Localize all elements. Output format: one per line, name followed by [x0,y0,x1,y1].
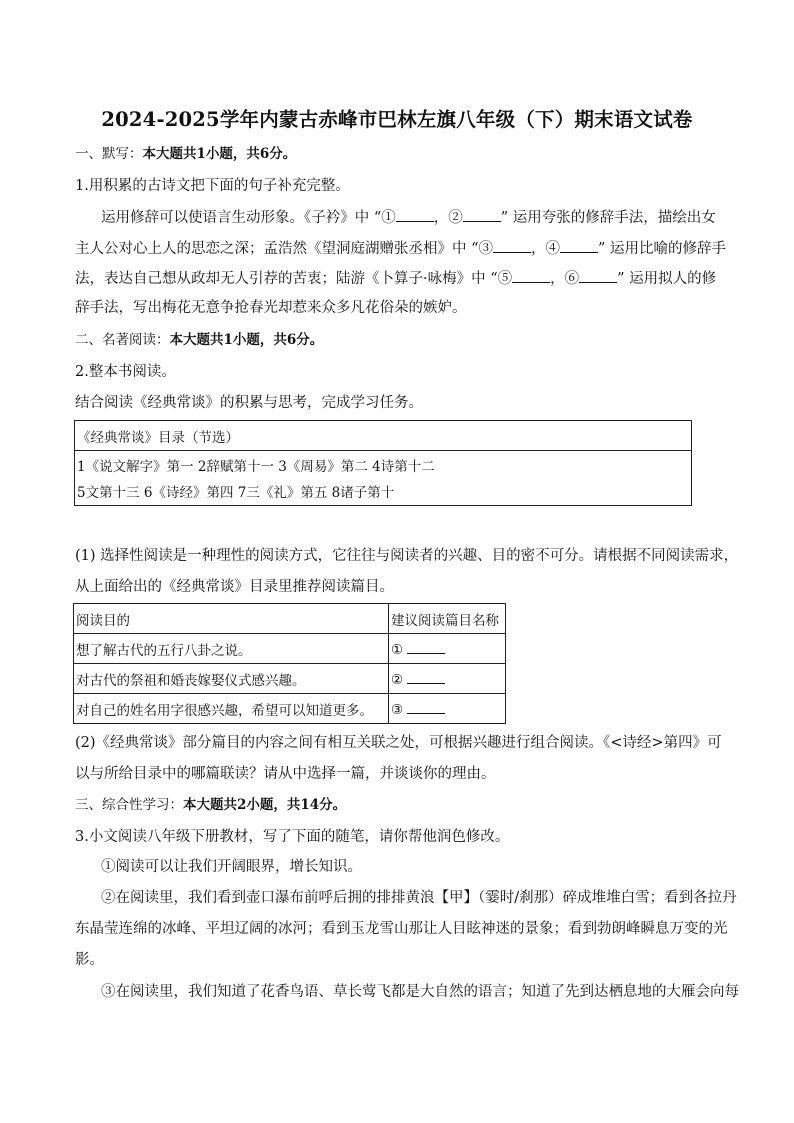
table-cell: 想了解古代的五行八卦之说。 [74,634,389,664]
answer-blank-5[interactable] [512,268,550,283]
answer-cell-3[interactable] [389,694,506,724]
table-header-cell: 建议阅读篇目名称 [389,604,506,634]
section-2-desc: 本大题共1小题，共6分。 [169,332,324,348]
q1-text: 运用修辞可以使语言生动形象。《子衿》中 “① [101,210,396,226]
answer-blank-2[interactable] [463,207,501,222]
q2-sub1-line-2: 从上面给出的《经典常谈》目录里推荐阅读篇目。 [75,579,394,595]
answer-marker: ② [391,672,404,688]
answer-blank-3[interactable] [493,238,531,253]
contents-row-1: 1《说文解字》第一 2辞赋第十一 3《周易》第二 4诗第十二 [77,459,435,475]
q3-para-2-line-2: 东晶莹连绵的冰峰、平坦辽阔的冰河；看到玉龙雪山那让人目眩神迷的景象；看到勃朗峰瞬息万变的光 [75,921,728,937]
q1-text: ” 运用拟人的修 [617,271,717,287]
table-cell: 对古代的祭祖和婚丧嫁娶仪式感兴趣。 [74,664,389,694]
q1-text: ” 运用夸张的修辞手法，描绘出女 [500,210,716,226]
q2-sub2-line-1: (2)《经典常谈》部分篇目的内容之间有相互关联之处，可根据兴趣进行组合阅读。《<诗经>第四》可 [75,735,722,751]
table-row [74,664,506,694]
question-1: 1.用积累的古诗文把下面的句子补充完整。 [75,178,350,194]
answer-marker: ① [391,642,404,658]
section-3-heading: 三、综合性学习： [75,797,183,813]
q3-para-1: ①阅读可以让我们开阔眼界，增长知识。 [101,859,362,875]
table-header-cell: 阅读目的 [74,604,389,634]
q1-line-1 [101,207,716,228]
q2-intro: 结合阅读《经典常谈》的积累与思考，完成学习任务。 [75,395,423,411]
answer-blank-table-2[interactable] [407,669,445,684]
q3-para-2-line-3: 影。 [75,952,104,968]
q1-line-4: 辞手法，写出梅花无意争抢春光却惹来众多凡花俗朵的嫉妒。 [75,300,467,316]
contents-box-header [75,421,691,451]
table-header-row [74,604,506,634]
section-1-desc: 本大题共1小题，共6分。 [142,146,297,162]
answer-blank-4[interactable] [560,238,598,253]
section-heading-3 [75,795,346,815]
q1-text: 法，表达自己想从政却无人引荐的苦衷；陆游《卜算子·咏梅》中 “⑤ [75,271,513,287]
table-row [74,634,506,664]
contents-box [74,420,692,506]
answer-blank-6[interactable] [579,268,617,283]
q1-text: 主人公对心上人的思恋之深；孟浩然《望洞庭湖赠张丞相》中 “③ [75,241,494,257]
table-row [74,694,506,724]
page-title: 2024-2025学年内蒙古赤峰市巴林左旗八年级（下）期末语文试卷 [101,108,693,131]
section-1-heading: 一、默写： [75,146,143,162]
answer-cell-1[interactable] [389,634,506,664]
q3-para-2-line-1: ②在阅读里，我们看到壶口瀑布前呼后拥的排排黄浪【甲】（霎时/刹那）碎成堆堆白雪；看到各拉丹 [101,890,737,906]
q1-text: ，② [433,210,463,226]
q1-text: ，④ [531,241,561,257]
answer-cell-2[interactable] [389,664,506,694]
q3-para-3-line-1: ③在阅读里，我们知道了花香鸟语、草长莺飞都是大自然的语言；知道了先到达栖息地的大雁会向每 [101,984,739,1000]
q1-text: ” 运用比喻的修辞手 [598,241,727,257]
reading-purpose-table [73,603,506,724]
q1-line-3 [75,268,716,289]
answer-marker: ③ [391,702,404,718]
answer-blank-table-3[interactable] [407,699,445,714]
q2-sub2-line-2: 以与所给目录中的哪篇联读？请从中选择一篇，并谈谈你的理由。 [75,766,496,782]
answer-blank-1[interactable] [396,207,434,222]
q1-text: ，⑥ [550,271,580,287]
table-cell: 对自己的姓名用字很感兴趣，希望可以知道更多。 [74,694,389,724]
question-3: 3.小文阅读八年级下册教材，写了下面的随笔，请你帮他润色修改。 [75,829,510,845]
q1-line-2 [75,238,726,259]
contents-row-2: 5文第十三 6《诗经》第四 7三《礼》第五 8诸子第十 [77,485,395,501]
answer-blank-table-1[interactable] [407,639,445,654]
section-heading-1 [75,144,296,164]
section-heading-2 [75,330,323,350]
contents-box-title: 《经典常谈》目录（节选） [77,430,239,446]
question-2: 2.整本书阅读。 [75,364,176,380]
section-3-desc: 本大题共2小题，共14分。 [183,797,347,813]
section-2-heading: 二、名著阅读： [75,332,170,348]
q2-sub1-line-1: (1) 选择性阅读是一种理性的阅读方式，它往往与阅读者的兴趣、目的密不可分。请根据不同阅读需求， [75,548,739,564]
